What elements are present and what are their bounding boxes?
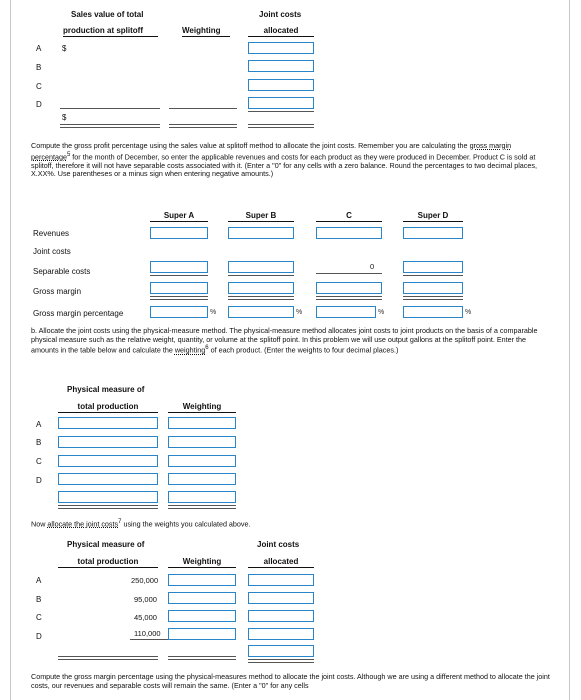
instructions-physical-measure <box>31 327 551 355</box>
double-rule-physical <box>58 505 158 509</box>
total-rule-sales <box>60 108 160 109</box>
physical-value-b: 95,000 <box>134 595 157 604</box>
footnote-marker: 5 <box>66 151 71 158</box>
weighting-input-b[interactable] <box>168 436 236 448</box>
row-label-b: B <box>36 63 42 72</box>
gross-margin-input-super-d[interactable] <box>403 282 463 294</box>
revenue-input-c[interactable] <box>316 227 382 239</box>
joint-alloc-input-a[interactable] <box>248 574 314 586</box>
double-rule-joint <box>248 124 314 128</box>
allocate-joint-costs-link[interactable]: allocate the joint costs <box>47 519 119 529</box>
gm-pct-input-super-b[interactable] <box>228 306 294 318</box>
pct-sign-a: % <box>210 309 217 316</box>
joint-cost-input-b[interactable] <box>248 60 314 72</box>
weighting-input-3d[interactable] <box>168 628 236 640</box>
instructions-gross-profit <box>31 142 551 179</box>
footnote-marker: 6 <box>205 345 209 352</box>
row-label-b: B <box>36 438 42 447</box>
col-header-allocated: allocated <box>248 26 314 37</box>
double-rule-joint-3 <box>248 659 314 663</box>
pct-sign-d: % <box>465 309 472 316</box>
row-label-revenues: Revenues <box>33 229 70 238</box>
revenue-input-super-a[interactable] <box>150 227 208 239</box>
weighting-input-c[interactable] <box>168 455 236 467</box>
weighting-total-input[interactable] <box>168 491 236 503</box>
gross-margin-percentage-link[interactable]: gross margin percentage <box>31 141 512 161</box>
pct-sign-c: % <box>378 309 385 316</box>
gm-pct-input-c[interactable] <box>316 306 376 318</box>
col-header-physical-measure: Physical measure of <box>67 385 145 394</box>
col-header-total-production: total production <box>58 402 158 413</box>
instructions-gm-physical: Compute the gross margin percentage using the physical-measures method to allocate the joint costs. Although we are using a different method to allocate the joint costs, our revenues and separable costs will remain the same. (Enter a "0" for any cells <box>31 672 550 690</box>
row-label-c: C <box>36 82 42 91</box>
rule-sep-b <box>228 275 294 276</box>
joint-alloc-input-c[interactable] <box>248 610 314 622</box>
row-label-c: C <box>36 457 42 466</box>
col-header-weighting-2: Weighting <box>168 402 236 413</box>
physical-input-d[interactable] <box>58 473 158 485</box>
weighting-input-3c[interactable] <box>168 610 236 622</box>
col-header-total-production: total production <box>58 557 158 568</box>
footnote-marker: 7 <box>118 519 122 525</box>
weighting-input-3b[interactable] <box>168 592 236 604</box>
revenue-input-super-b[interactable] <box>228 227 294 239</box>
gm-pct-input-super-d[interactable] <box>403 306 463 318</box>
double-rule-weighting <box>169 124 237 128</box>
rule-sep-c <box>316 273 382 274</box>
col-header-weighting: Weighting <box>182 26 230 37</box>
physical-input-c[interactable] <box>58 455 158 467</box>
pct-sign-b: % <box>296 309 303 316</box>
row-label-a: A <box>36 576 42 585</box>
weighting-input-d[interactable] <box>168 473 236 485</box>
gm-pct-input-super-a[interactable] <box>150 306 208 318</box>
col-header-super-a: Super A <box>150 211 208 222</box>
double-rule-sales <box>60 124 160 128</box>
weighting-input-3a[interactable] <box>168 574 236 586</box>
row-label-d: D <box>36 632 42 641</box>
weighting-input-a[interactable] <box>168 417 236 429</box>
col-header-sales-value: Sales value of total <box>71 10 144 19</box>
col-header-c: C <box>316 211 382 222</box>
double-rule-weighting-2 <box>168 505 236 509</box>
instructions-allocate <box>31 518 551 529</box>
row-label-separable-costs: Separable costs <box>33 267 91 276</box>
row-label-gross-margin-pct: Gross margin percentage <box>33 309 124 318</box>
col-header-super-b: Super B <box>228 211 294 222</box>
separable-input-super-b[interactable] <box>228 261 294 273</box>
rule-sep-a <box>150 275 208 276</box>
col-header-physical-measure: Physical measure of <box>67 540 145 549</box>
gross-margin-input-c[interactable] <box>316 282 382 294</box>
col-header-joint-costs: Joint costs <box>259 10 302 19</box>
joint-cost-input-d[interactable] <box>248 97 314 109</box>
row-label-a: A <box>36 44 42 53</box>
rule-physical-d <box>130 639 170 640</box>
joint-cost-input-c[interactable] <box>248 79 314 91</box>
instructions-text: for the month of December, so enter the applicable revenues and costs for each product as they were produced in December. Product C is sold at splitoff, therefore it will not have separable costs associated with it. (Enter a "0" for any cells with a zero balance. Round the percentages to two decimal places, X.XX%. Use parentheses or a minus sign when entering negative amounts.) <box>31 151 537 179</box>
joint-alloc-input-d[interactable] <box>248 628 314 640</box>
instructions-text: Now <box>31 519 48 529</box>
joint-alloc-total-input[interactable] <box>248 645 314 657</box>
weighting-link[interactable]: weighting <box>174 345 206 355</box>
double-rule-gm-a <box>150 296 208 300</box>
physical-value-c: 45,000 <box>134 613 157 622</box>
row-label-b: B <box>36 595 42 604</box>
row-label-c: C <box>36 613 42 622</box>
col-header-allocated: allocated <box>248 557 314 568</box>
instructions-text: using the weights you calculated above. <box>121 519 251 529</box>
joint-alloc-input-b[interactable] <box>248 592 314 604</box>
row-label-a: A <box>36 420 42 429</box>
row-label-joint-costs: Joint costs <box>33 247 71 256</box>
separable-input-super-d[interactable] <box>403 261 463 273</box>
physical-value-a: 250,000 <box>131 576 159 585</box>
physical-value-d: 110,000 <box>134 629 161 638</box>
col-header-weighting-3: Weighting <box>168 557 236 568</box>
col-header-splitoff: production at splitoff <box>63 26 158 37</box>
dollar-sign: $ <box>62 44 67 53</box>
double-rule-physical-3 <box>58 656 158 660</box>
total-rule-joint <box>248 111 314 112</box>
rule-sep-d <box>403 275 463 276</box>
col-header-super-d: Super D <box>403 211 463 222</box>
physical-total-input[interactable] <box>58 491 158 503</box>
col-header-joint-costs: Joint costs <box>257 540 300 549</box>
instructions-text: of each product. (Enter the weights to four decimal places.) <box>208 345 399 355</box>
total-rule-weighting <box>169 108 237 109</box>
double-rule-gm-b <box>228 296 294 300</box>
revenue-input-super-d[interactable] <box>403 227 463 239</box>
separable-input-super-a[interactable] <box>150 261 208 273</box>
total-dollar-sign: $ <box>62 113 67 122</box>
gross-margin-input-super-b[interactable] <box>228 282 294 294</box>
double-rule-gm-d <box>403 296 463 300</box>
row-label-gross-margin: Gross margin <box>33 287 82 296</box>
physical-input-b[interactable] <box>58 436 158 448</box>
row-label-d: D <box>36 476 42 485</box>
instructions-text: Compute the gross profit percentage using the sales value at splitoff method to allocate the joint costs. Remember you are calculating the <box>31 141 470 150</box>
double-rule-weighting-3 <box>168 656 236 660</box>
gross-margin-input-super-a[interactable] <box>150 282 208 294</box>
double-rule-gm-c <box>316 296 382 300</box>
physical-input-a[interactable] <box>58 417 158 429</box>
separable-value-c: 0 <box>370 262 375 271</box>
row-label-d: D <box>36 100 42 109</box>
joint-cost-input-a[interactable] <box>248 42 314 54</box>
instructions-text: b. Allocate the joint costs using the physical-measure method. The physical-measure method allocates joint costs to joint products on the basis of a comparable physical measure such as the relative weight, quantity, or volume at the splitoff point. In this problem we will use output gallons at the splitoff point. Enter the amounts in the table below and calculate the <box>31 326 538 355</box>
